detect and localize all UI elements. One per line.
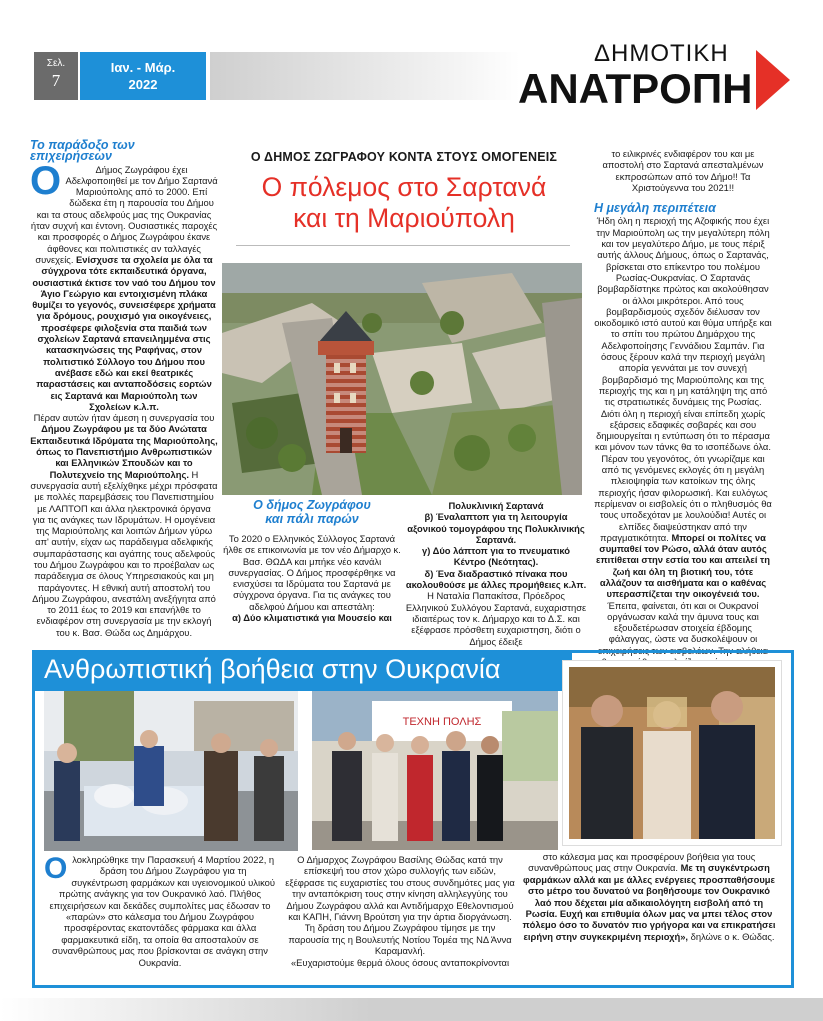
col1-paragraph-1-bold: Ενίσχυσε τα σχολεία με όλα τα σύγχρονα τότε εκπαιδευτικά όργανα, ουσιαστικά έκτισε τον ναό του Δήμου τον Άγιο Γεώργιο και εντοιχισμένη πλάκα θυμίζει το γεγονός, συνεισέφερε χρήματα για δρόμους, ρουχισμό για οικογένειες, προσέφερε φιλοξενία στα παιδιά των σχολείων Σαρτανά επανειλημμένα στις κατασκηνώσεις της Ραφήνας, στον πολιτιστικό Σύλλογο του Δήμου που ανέβασε εδώ και εκεί θεατρικές παραστάσεις και ανταποδόσεις εορτών εις Σαρτανά και Μαριούπολη των Σχολείων κ.λ.π.	[32, 253, 216, 412]
col2-item-a: α) Δύο κλιματιστικά για Μουσείο και	[232, 612, 392, 624]
col1-paragraph-1: Δήμος Ζωγράφου έχει Αδελφοποιηθεί με τον Δήμο Σαρτανά Μαριούπολης από το 2000. Επί δώδεκα έτη η παρουσία του Δήμου και τα στους αδελφούς μας της Ουκρανίας ήταν συχνή και έντονη. Ουσιαστικές παροχές και προσφορές ο Δήμος Ζωγράφου έκανε άφθονες και πολιτιστικές αν ταλλαγές συνεχείς.	[30, 163, 218, 265]
col4-subtitle: Η μεγάλη περιπέτεια	[594, 201, 716, 216]
col2-subtitle-line-1: Ο δήμος Ζωγράφου	[253, 498, 371, 512]
ukraine-text-column-1	[44, 854, 276, 968]
col3-item-a-cont: Πολυκλινική Σαρτανά	[448, 500, 544, 511]
page-number-box	[34, 52, 78, 100]
issue-date	[80, 52, 206, 100]
col1-dropcap: Ο	[30, 158, 62, 203]
headline-divider	[236, 245, 570, 246]
col1-paragraph-2: Πέραν αυτών ήταν άμεση η συνεργασία του	[33, 412, 215, 424]
col2-subtitle-line-2: και πάλι παρών	[265, 512, 359, 526]
ukraine-text-column-3	[522, 851, 776, 942]
photo-officials-group	[312, 691, 558, 850]
col4-paragraph-0: το ειλικρινές ενδιαφέρον του και με αποστολή στο Σαρτανά απεσταλμένων εκπροσώπων από τον Δήμο!! Τα Χριστούγεννα του 2021!!	[602, 148, 764, 193]
page-number: 7	[51, 71, 61, 90]
col1-subtitle: Το παράδοξο των επιχειρήσεων	[30, 138, 135, 164]
article-headline	[226, 172, 582, 234]
col3-item-b: β) Έναλαπτοπ για τη λειτουργία αξονικού τομογράφου της Πολυκλινικής Σαρτανά.	[407, 511, 585, 545]
footer-gradient-bar	[0, 998, 823, 1021]
logo-line-1: ΔΗΜΟΤΙΚΗ	[594, 40, 729, 67]
logo-line-2: ΑΝΑΤΡΟΠΗ	[518, 65, 753, 112]
headline-line-2: και τη Μαριούπολη	[293, 203, 515, 233]
issue-date-year: 2022	[128, 77, 158, 92]
article-column-3	[405, 500, 587, 647]
col3-item-c: γ) Δύο λάπτοπ για το πνευματικό Κέντρο (Νεότητας).	[422, 545, 570, 568]
headline-line-1: Ο πόλεμος στο Σαρτανά	[261, 172, 547, 202]
issue-date-months: Ιαν. - Μάρ.	[110, 60, 176, 75]
col2-paragraph-1: Το 2020 ο Ελληνικός Σύλλογος Σαρτανά ήλθε σε επικοινωνία με τον νέο Δήμαρχο κ. Βασ. ΘΩΔΑ και μπήκε νέο κανάλι συνεργασίας. Ο Δήμος προσφέρθηκε να ενισχύσει τα Ιδρύματα του Σαρτανά με σύγχρονα όργανα. Για τις ανάγκες του αδελφού Δήμου και απεστάλη:	[223, 533, 401, 612]
article-column-1	[30, 140, 218, 638]
ukraine-dropcap: Ο	[44, 852, 68, 885]
masthead-logo	[512, 40, 798, 110]
logo-arrow-icon	[756, 50, 790, 110]
col4-paragraph-1-rest: Έπειτα, φαίνεται, ότι και οι Ουκρανοί οργάνωσαν καλά την άμυνα τους και εξουδετέρωσαν στοιχεία έβδομης φάλαγγας, ώστε να δυσκολέψουν οι επιχειρήσεις των εισβολέων. Την αλήθεια	[598, 599, 768, 656]
col1-paragraph-2-rest: Η συνεργασία αυτή εξελίχθηκε μέχρι πρόσφατα με πολλές παρεμβάσεις του Πανεπιστημίου με ΛΑΠΤΟΠ και άλλα ηλεκτρονικά όργανα για τις ανάγκες των Ιδρυμάτων. Η ομογένεια της Μαριούπολης και λοιπών Δήμων γύρω απ' αυτήν, είχαν ως παράδειγμα αδελφικής συμπαράστασης και αγάπης τους αδελφούς του Δήμου Ζωγράφου και το προέβαλαν ως παράδειγμα σε όλους Υπηρεσιακούς και μη παράγοντες. Η εθνική αυτή αποστολή του Δήμου Ζωγράφου, ανεστάλη ανεξήγητα από το 2011 έως το 2019 και επανήλθε το ενδιαφέρον στη συνεργασία με την εκλογή του κ. Βασ. Θώδα ως Δημάρχου.	[30, 468, 218, 638]
ukraine-col3-text: στο κάλεσμα μας και προσφέρουν βοήθεια για τους συνανθρώπους μας στην Ουκρανία.	[528, 851, 756, 874]
ukraine-col3-text-bold: Με τη συγκέντρωση φαρμάκων αλλά και με άλλες ενέργειες προσπαθήσουμε στο μέτρο του δυνατού να βοηθήσουμε τον Ουκρανικό λαό που δέχεται μία αδικαιολόγητη εισβολή από τη Ρωσία. Ευχή και επιθυμία όλων μας να μπει τέλος στον πόλεμο όσο το δυνατόν πιο γρήγορα και να επικρατήσει ειρήνη στην συγκεκριμένη περιοχή»,	[522, 862, 776, 942]
photo-three-officials	[563, 661, 781, 845]
photo-volunteers-collection	[44, 691, 298, 851]
ukraine-col2-paragraph-2: «Ευχαριστούμε θερμά όλους όσους ανταποκρίνονται	[290, 956, 510, 968]
page-label: Σελ.	[46, 58, 66, 69]
col4-paragraph-1-bold: Μπορεί οι πολίτες να συμπαθεί τον Ρώσο, αλλά όταν αυτός επιτίθεται στην εστία του και απειλεί τη ζωή και όλη τη βιοτική του, τότε αλλάζουν τα αισθήματα και ο καθένας υπερασπίζεται την οικογένειά του.	[596, 531, 770, 600]
col3-item-d: δ) Ένα διαδραστικό πίνακα που ακολουθούσε με άλλες προμήθειες κ.λπ.	[405, 567, 587, 591]
ukraine-text-column-2	[285, 854, 515, 968]
col3-paragraph-1: Η Ναταλία Παπακίτσα, Πρόεδρος Ελληνικού Συλλόγου Σαρτανά, ευχαριστησε ιδιαιτέρως τον κ. Δήμαρχο και το Δ.Σ. και εξέφρασε πρόσθετη ευχαριστηση, διότι ο Δήμος έδειξε	[405, 590, 587, 647]
col1-paragraph-2-bold: Δήμου Ζωγράφου με τα δύο Ανώτατα Εκπαιδευτικά Ιδρύματα της Μαριούπολης, όπως το Πανεπιστήμιο Ανθρωπιστικών και Ελληνικών Σπουδών και το Πολυτεχνείο της Μαριούπολης.	[30, 423, 218, 480]
ukraine-col1-text: λοκληρώθηκε την Παρασκευή 4 Μαρτίου 2022, η δράση του Δήμου Ζωγράφου για τη συγκέντρωση φαρμάκων και υγειονομικού υλικού πρώτης ανάγκης για τον Ουκρανικό λαό. Πλήθος επιχειρήσεων και δεκάδες συμπολίτες μας έδωσαν το «παρών» στο κάλεσμα του Δήμου Ζωγράφου προσφέροντας εκατοντάδες φάρμακα και άλλα φαρμακευτικά είδη, τα οποία θα αποσταλούν σε συνανθρώπους μας που βρίσκονται σε ανάγκη στην Ουκρανία.	[49, 854, 275, 968]
ukraine-aid-section-title: Ανθρωπιστική βοήθεια στην Ουκρανία	[32, 650, 572, 691]
article-column-2	[222, 533, 402, 623]
col4-paragraph-1: Ήδη όλη η περιοχή της Αζοφικής που έχει την Μαριούπολη ως την μεγαλύτερη πόλη και τον μεγαλύτερο Δήμο, με τους πέριξ αυτής άλλους Δήμους, όπως ο Σαρτανάς, βρίσκεται στο επίκεντρο του πολέμου Ρωσίας-Ουκρανίας. Ο Σαρτανάς βομβαρδίστηκε πρώτος και ακολούθησαν οι άλλοι μικρότεροι. Από τους βομβαρδισμούς σχεδόν διέλυσαν τον οικοδομικό ιστό αυτού και θύμα υπήρξε και το σπίτι του πρώτου Δημάρχου της Αδελφοποίησης Γεννάδιου Σαμπάν. Για όσους ξέρουν καλά την περιοχή μεγάλη απορία γεννάται με τον συνεχή βομβαρδισμό της Μαριούπολης και της περιοχής της και η μη κατάληψη της από τις στρατιωτικές δυνάμεις της Ρωσίας. Διότι όλη η περιοχή είναι επίπεδη χωρίς εξάρσεις εδαφικές σοβαρές και σου δημιουργείται η εντύπωση ότι το πέρασμα και μόνον των τάνκς θα το ισοπέδωνε όλα. Πέραν του γεγονότος, ότι γνωρίζαμε και από τις γενόμενες εκλογές ότι η μεγάλη πλειοψηφία των κατοίκων της όλης περιοχής ήσαν φιλορωσική. Και ευλόγως περίμεναν οι εισβολείς ότι ο πληθυσμός θα τους υποδεχόταν με λουλούδια! Αυτές οι ελπίδες διαψεύστηκαν από την πραγματικότητα.	[594, 215, 772, 543]
header-gradient-bar	[210, 52, 520, 100]
article-column-4	[594, 148, 772, 679]
photo2-sign-text: ΤΕΧΝΗ ΠΟΛΗΣ	[402, 716, 482, 728]
ukraine-col3-text-end: δηλώνε ο κ. Θώδας.	[690, 930, 775, 942]
aerial-photo-mariupol-water-tower	[222, 263, 582, 495]
ukraine-col2-paragraph-1: Ο Δήμαρχος Ζωγράφου Βασίλης Θώδας κατά την επίσκεψή του στον χώρο συλλογής των ειδών, εξέφρασε τις ευχαριστίες του στους συνδημότες μας για την ανταπόκριση τους στην κίνηση αλληλεγγύης του Δήμου Ζωγράφου αλλά και Αντιδήμαρχο Εθελοντισμού και ΚΑΠΗ, Γιάννη Βρούτση για την άρτια διοργάνωση. Τη δράση του Δήμου Ζωγράφου τίμησε με την παρουσία της η Βουλευτής Νοτίου Τομέα της ΝΔ Άννα Καραμανλή.	[285, 854, 515, 957]
article-kicker: Ο ΔΗΜΟΣ ΖΩΓΡΑΦΟΥ ΚΟΝΤΑ ΣΤΟΥΣ ΟΜΟΓΕΝΕΙΣ	[250, 150, 558, 164]
col2-subtitle	[222, 498, 402, 526]
